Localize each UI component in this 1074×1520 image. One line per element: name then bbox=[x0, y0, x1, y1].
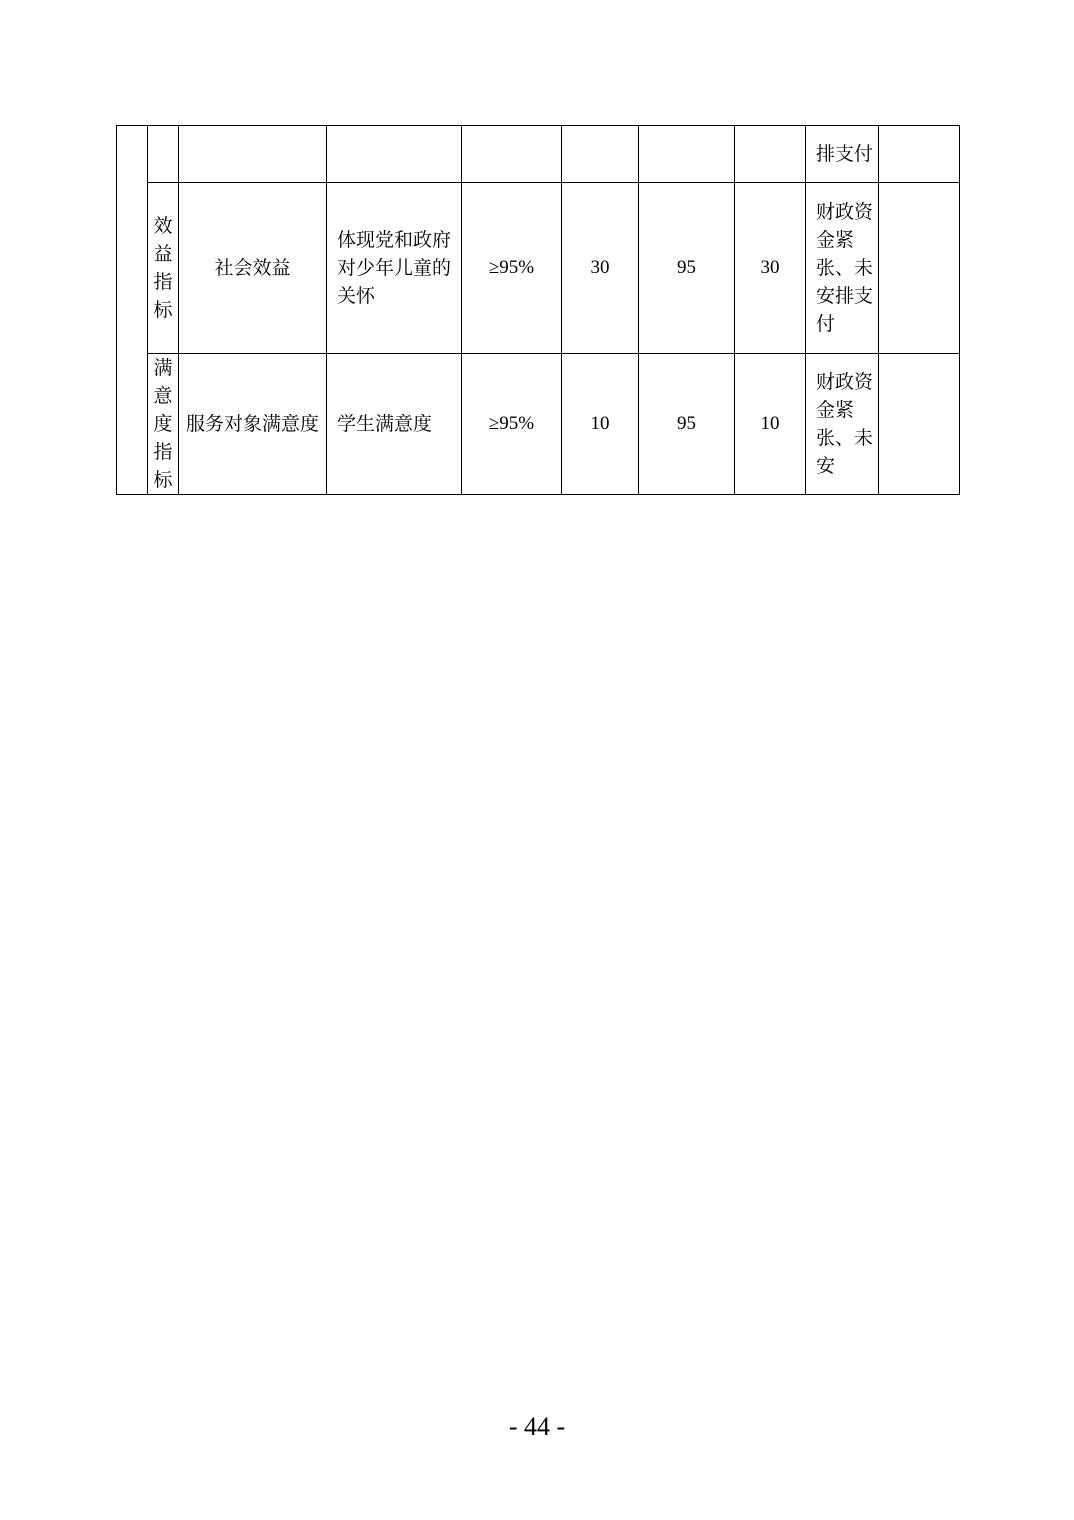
secondary-indicator-cell bbox=[179, 126, 327, 183]
category-cell: 满意度指标 bbox=[148, 354, 179, 495]
deviation-note-cell: 排支付 bbox=[806, 126, 879, 183]
category-cell: 效益指标 bbox=[148, 183, 179, 354]
table-row bbox=[117, 354, 960, 495]
remark-cell bbox=[879, 126, 960, 183]
remark-cell bbox=[879, 354, 960, 495]
outer-category-cell bbox=[117, 126, 148, 495]
deviation-note-cell: 财政资金紧张、未安排支付 bbox=[806, 183, 879, 354]
actual-value-cell: 95 bbox=[639, 183, 735, 354]
indicator-cell bbox=[327, 126, 462, 183]
category-cell bbox=[148, 126, 179, 183]
target-value-cell bbox=[462, 126, 562, 183]
table-row bbox=[117, 126, 960, 183]
weight-cell: 30 bbox=[562, 183, 639, 354]
indicator-cell: 学生满意度 bbox=[327, 354, 462, 495]
weight-cell: 10 bbox=[562, 354, 639, 495]
score-cell bbox=[735, 126, 806, 183]
remark-cell bbox=[879, 183, 960, 354]
score-cell: 10 bbox=[735, 354, 806, 495]
secondary-indicator-cell: 社会效益 bbox=[179, 183, 327, 354]
performance-indicator-table bbox=[116, 125, 960, 495]
actual-value-cell: 95 bbox=[639, 354, 735, 495]
page-number: - 44 - bbox=[508, 1412, 566, 1441]
indicator-cell: 体现党和政府对少年儿童的关怀 bbox=[327, 183, 462, 354]
deviation-note-cell: 财政资金紧张、未安 bbox=[806, 354, 879, 495]
secondary-indicator-cell: 服务对象满意度 bbox=[179, 354, 327, 495]
target-value-cell: ≥95% bbox=[462, 354, 562, 495]
target-value-cell: ≥95% bbox=[462, 183, 562, 354]
table-row bbox=[117, 183, 960, 354]
actual-value-cell bbox=[639, 126, 735, 183]
weight-cell bbox=[562, 126, 639, 183]
score-cell: 30 bbox=[735, 183, 806, 354]
